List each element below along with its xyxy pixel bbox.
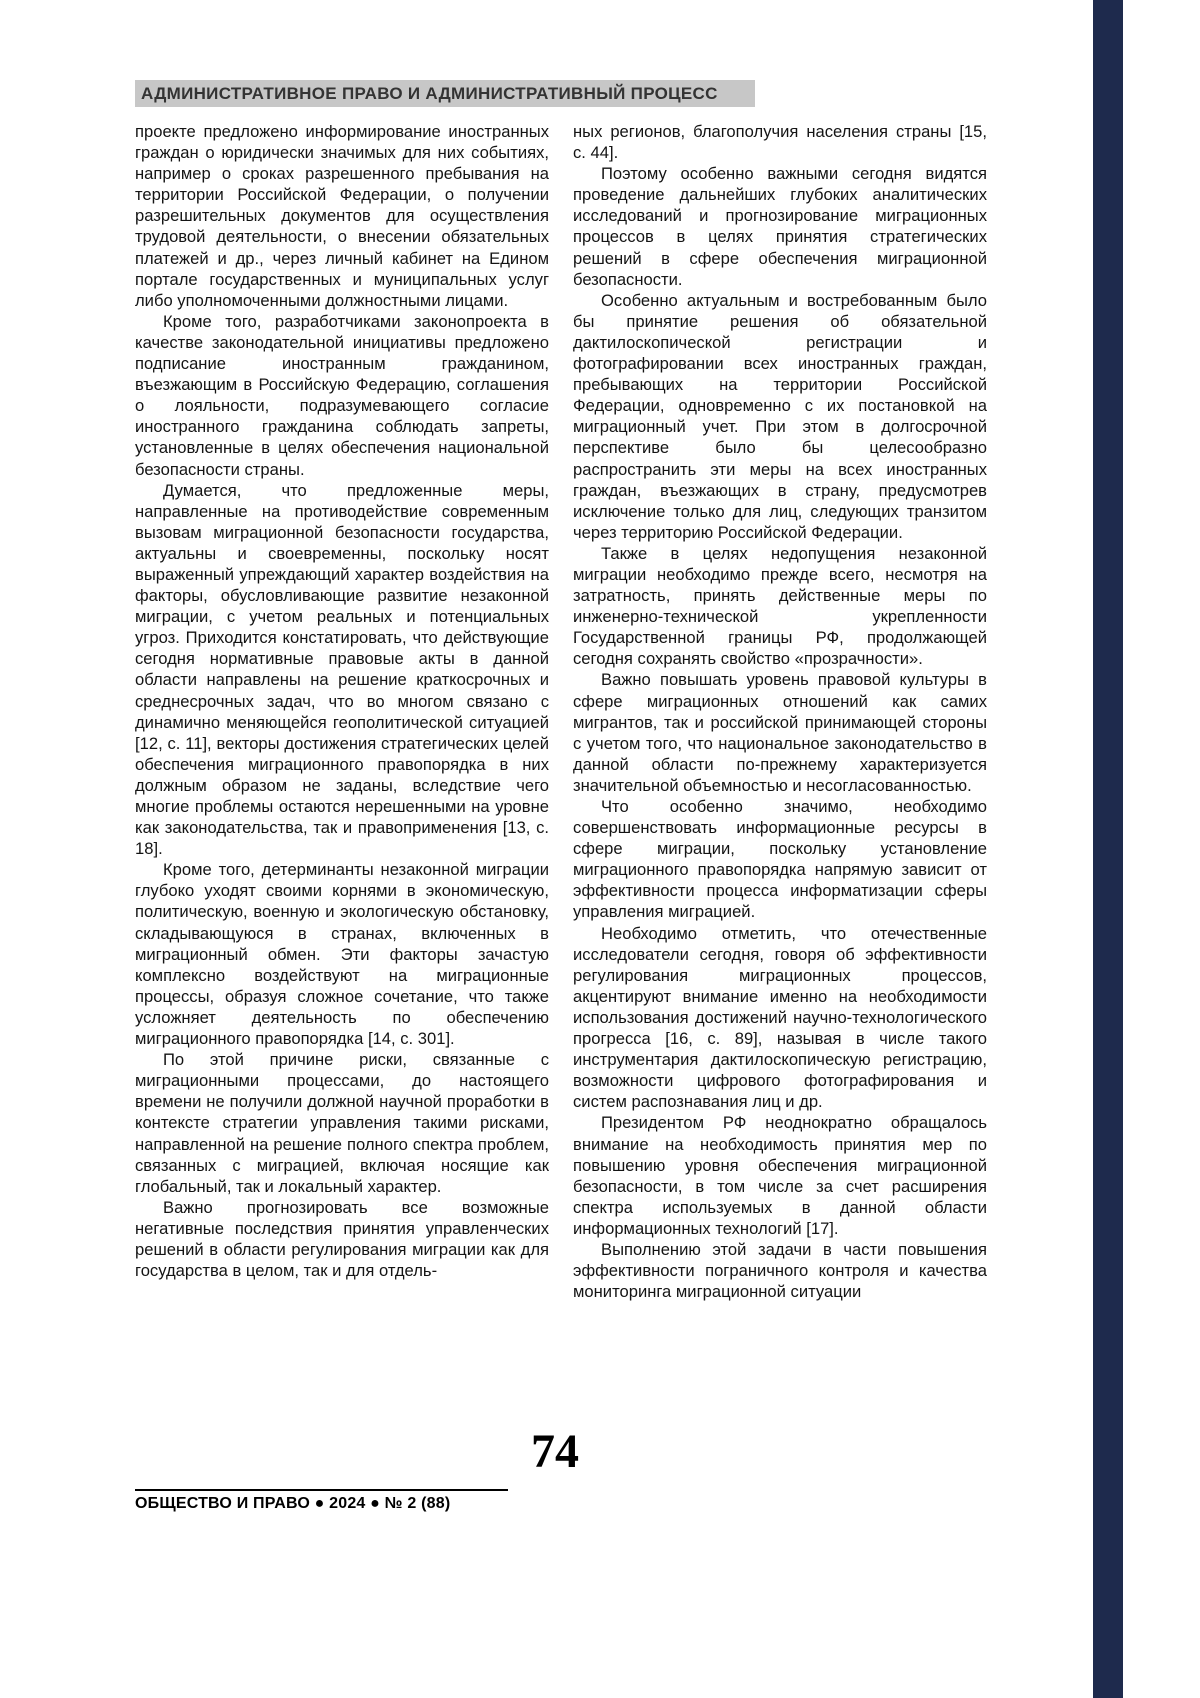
paragraph: Особенно актуальным и востребованным было бы принятие решения об обязательной дактилоскопической регистрации и фотографировании всех иностранных граждан, пребывающих на территории Российской Федерации, одновременно с их постановкой на миграционный учет. При этом в долгосрочной перспективе было бы целесообразно распространить эти меры на всех иностранных граждан, въезжающих в страну, предусмотрев исключение только для лиц, следующих транзитом через территорию Российской Федерации. (573, 290, 987, 542)
article-body (135, 121, 987, 1302)
paragraph: Важно повышать уровень правовой культуры в сфере миграционных отношений как самих мигрантов, так и российской принимающей стороны с учетом того, что национальное законодательство в данной области по-прежнему характеризуется значительной объемностью и несогласованностью. (573, 670, 987, 795)
paragraph: Поэтому особенно важными сегодня видятся проведение дальнейших глубоких аналитических исследований и прогнозирование миграционных процессов в целях принятия стратегических решений в сфере обеспечения миграционной безопасности. (573, 164, 987, 289)
paragraph: Думается, что предложенные меры, направленные на противодействие современным вызовам миграционной безопасности государства, актуальны и своевременны, поскольку носят выраженный упреждающий характер воздействия на факторы, обусловливающие развитие незаконной миграции, с учетом реальных и потенциальных угроз. Приходится констатировать, что действующие сегодня нормативные правовые акты в данной области направлены на решение краткосрочных и среднесрочных задач, что во многом связано с динамично меняющейся геополитической ситуацией [12, с. 11], векторы достижения стратегических целей обеспечения миграционного правопорядка в них должным образом не заданы, вследствие чего многие проблемы остаются нерешенными на уровне как законодательства, так и правоприменения [13, с. 18]. (135, 480, 549, 859)
paragraph: Президентом РФ неоднократно обращалось внимание на необходимость принятия мер по повышению уровня обеспечения миграционной безопасности, в том числе за счет расширения спектра используемых в данной области информационных технологий [17]. (573, 1113, 987, 1238)
page-number: 74 (531, 1425, 579, 1478)
paragraph: Необходимо отметить, что отечественные исследователи сегодня, говоря об эффективности регулирования миграционных процессов, акцентируют внимание именно на необходимости использования достижений научно-технологического прогресса [16, с. 89], называя в числе такого инструментария дактилоскопическую регистрацию, возможности цифрового фотографирования и систем распознавания лиц и др. (573, 923, 987, 1112)
section-title: АДМИНИСТРАТИВНОЕ ПРАВО И АДМИНИСТРАТИВНЫЙ ПРОЦЕСС (141, 83, 718, 103)
paragraph: Кроме того, разработчиками законопроекта в качестве законодательной инициативы предложено подписание иностранным гражданином, въезжающим в Российскую Федерацию, соглашения о лояльности, подразумевающего согласие иностранного гражданина соблюдать запреты, установленные в целях обеспечения национальной безопасности страны. (135, 311, 549, 479)
page-edge-accent-bar (1093, 0, 1123, 1698)
paragraph: ных регионов, благополучия населения страны [15, с. 44]. (573, 122, 987, 163)
paragraph: Важно прогнозировать все возможные негативные последствия принятия управленческих решений в области регулирования миграции как для государства в целом, так и для отдель- (135, 1197, 549, 1281)
paragraph: Кроме того, детерминанты незаконной миграции глубоко уходят своими корнями в экономическую, политическую, военную и экологическую обстановку, складывающуюся в странах, включенных в миграционный обмен. Эти факторы зачастую комплексно воздействуют на миграционные процессы, образуя сложное сочетание, что также усложняет деятельность по обеспечению миграционного правопорядка [14, с. 301]. (135, 860, 549, 1049)
paragraph: Выполнению этой задачи в части повышения эффективности пограничного контроля и качества мониторинга миграционной ситуации (573, 1239, 987, 1302)
journal-footer-line: ОБЩЕСТВО И ПРАВО ● 2024 ● № 2 (88) (135, 1495, 451, 1512)
right-column (573, 121, 987, 1302)
paragraph: По этой причине риски, связанные с миграционными процессами, до настоящего времени не получили должной научной проработки в контексте стратегии управления такими рисками, направленной на решение полного спектра проблем, связанных с миграцией, включая носящие как глобальный, так и локальный характер. (135, 1050, 549, 1196)
left-column (135, 121, 549, 1302)
paragraph: проекте предложено информирование иностранных граждан о юридически значимых для них событиях, например о сроках разрешенного пребывания на территории Российской Федерации, о получении разрешительных документов для осуществления трудовой деятельности, о внесении обязательных платежей и др., через личный кабинет на Едином портале государственных и муниципальных услуг либо уполномоченными должностными лицами. (135, 122, 549, 310)
section-header-band (135, 80, 755, 107)
paragraph: Также в целях недопущения незаконной миграции необходимо прежде всего, несмотря на затратность, принять действенные меры по инженерно-технической укрепленности Государственной границы РФ, продолжающей сегодня сохранять свойство «прозрачности». (573, 543, 987, 669)
footer-rule (135, 1489, 508, 1491)
paragraph: Что особенно значимо, необходимо совершенствовать информационные ресурсы в сфере миграции, поскольку установление миграционного правопорядка напрямую зависит от эффективности процесса информатизации сферы управления миграцией. (573, 797, 987, 922)
